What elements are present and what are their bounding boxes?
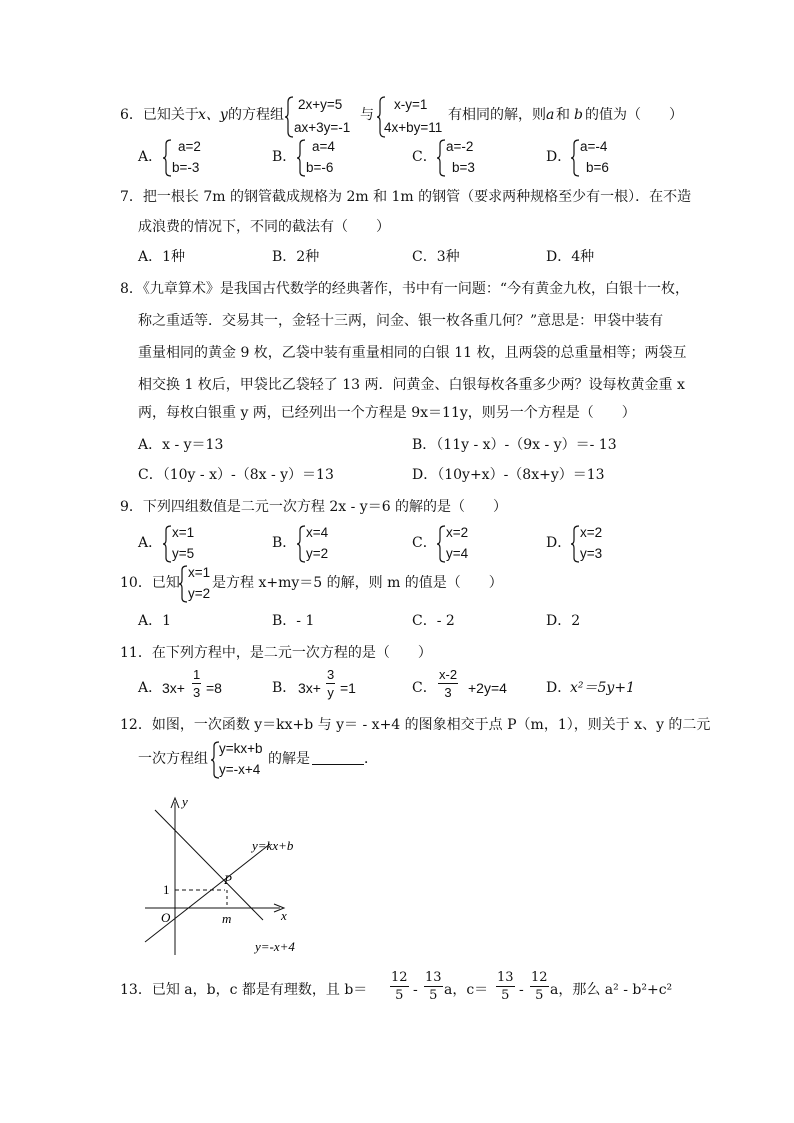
q10-option-a: A．1	[138, 613, 172, 629]
q6-and: 和	[556, 107, 570, 123]
q6-vars: x、y	[198, 107, 228, 123]
q6-text3: 有相同的解，则	[448, 107, 546, 123]
q11-line: 11．在下列方程中，是二元一次方程的是（ ）	[120, 645, 432, 661]
q12-eq1: y=kx+b	[219, 741, 263, 756]
fraction-bar	[424, 986, 443, 987]
q13-mid: a，c＝	[444, 982, 489, 998]
q11-option-b-den: y	[327, 685, 334, 700]
q9-option-d-eq2: y=3	[580, 546, 603, 561]
q9-option-a-label: A．	[138, 535, 163, 551]
q9-option-c-eq2: y=4	[446, 546, 469, 561]
q13-f4-num: 12	[531, 970, 548, 985]
q9-option-b-eq2: y=2	[306, 546, 329, 561]
left-brace-icon	[436, 139, 446, 177]
q13-minus-1: -	[413, 982, 418, 998]
q11-option-b-post: =1	[340, 680, 356, 696]
q13-fraction-4	[530, 971, 549, 1002]
left-brace-icon	[162, 139, 172, 177]
q8-line4: 相交换 1 枚后，甲袋比乙袋轻了 13 两．问黄金、白银每枚各重多少两？设每枚黄金重 x	[138, 377, 685, 393]
left-brace-icon	[296, 139, 306, 177]
q6-option-c-eq1: a=-2	[446, 139, 474, 154]
q6-tail: 的值为（ ）	[585, 107, 683, 123]
q13-lead: 13．已知 a，b，c 都是有理数，且 b＝	[120, 982, 368, 998]
fraction-bar	[496, 986, 515, 987]
q6-text2: 的方程组	[228, 107, 284, 123]
q6-system-2	[376, 96, 448, 138]
fraction-bar	[530, 986, 549, 987]
q11-option-b-label: B．	[272, 680, 297, 696]
q13-f1-num: 12	[391, 970, 408, 985]
answer-blank[interactable]	[312, 752, 364, 768]
q13-f3-num: 13	[497, 970, 514, 985]
q9-option-d-eq1: x=2	[580, 525, 603, 540]
q6-a: a	[546, 107, 555, 123]
q8-option-c: C．（10y - x）-（8x - y）＝13	[138, 467, 334, 483]
q8-line5: 两，每枚白银重 y 两，已经列出一个方程是 9x＝11y，则另一个方程是（ ）	[138, 405, 636, 421]
q6-system-1	[284, 96, 364, 138]
q13-minus-2: -	[519, 982, 524, 998]
q11-option-a-label: A．	[138, 680, 163, 696]
q7-option-b: B．2种	[272, 249, 320, 265]
q11-option-c-den: 3	[444, 685, 452, 700]
q6-lead: 6．已知关于	[120, 107, 199, 123]
q10-eq1: x=1	[188, 565, 211, 580]
y-tick-label: 1	[163, 882, 170, 897]
line-kx-b-label: y=kx+b	[252, 838, 294, 853]
left-brace-icon	[296, 525, 306, 563]
q10-tail: 是方程 x+my＝5 的解，则 m 的值是（ ）	[212, 575, 503, 591]
q12-end: ．	[364, 751, 378, 767]
q6-b: b	[574, 107, 583, 123]
q6-option-a-system	[162, 139, 222, 177]
q12-line1: 12．如图，一次函数 y＝kx+b 与 y＝ - x+4 的图象相交于点 P（m，1），则关于 x、y 的二元	[120, 717, 711, 733]
q13-f4-den: 5	[535, 988, 544, 1003]
x-axis-label: x	[281, 908, 287, 923]
q9-option-a-eq1: x=1	[172, 525, 195, 540]
q11-option-b-pre: 3x+	[298, 680, 321, 696]
q11-option-c-post: +2y=4	[468, 680, 507, 696]
q8-option-d: D．（10y+x）-（8x+y）＝13	[412, 467, 605, 483]
q6-option-c-system	[436, 139, 496, 177]
fraction-bar	[390, 986, 409, 987]
q9-option-c-system	[436, 525, 492, 563]
q9-option-c-eq1: x=2	[446, 525, 469, 540]
origin-label: O	[161, 910, 171, 925]
q6-option-d-eq2: b=6	[586, 160, 609, 175]
q11-option-d-label: D．	[546, 680, 572, 696]
q6-option-d-eq1: a=-4	[580, 139, 608, 154]
fraction-bar	[438, 683, 458, 684]
q6-option-a-label: A．	[138, 149, 163, 165]
q6-option-b-label: B．	[272, 149, 297, 165]
q13-fraction-3	[496, 971, 515, 1002]
q11-option-d-text: x²＝5y+1	[570, 680, 635, 696]
q11-option-a-pre: 3x+	[162, 680, 185, 696]
line-neg-x-4-label: y=-x+4	[255, 939, 295, 954]
q12-tail2: 的解是	[268, 751, 310, 767]
q10-option-c: C．- 2	[412, 613, 455, 629]
q12-eq2: y=-x+4	[219, 762, 261, 777]
q6-sys2-eq2: 4x+by=11	[384, 120, 443, 135]
left-brace-icon	[570, 139, 580, 177]
q10-option-b: B．- 1	[272, 613, 315, 629]
q13-fraction-2	[424, 971, 443, 1002]
q12-function-graph	[130, 790, 310, 960]
q9-option-b-label: B．	[272, 535, 297, 551]
q9-option-b-system	[296, 525, 352, 563]
q13-f2-den: 5	[429, 988, 438, 1003]
q6-option-d-system	[570, 139, 630, 177]
q13-tail: a，那么 a² - b²+c²	[550, 982, 673, 998]
fraction-bar	[192, 683, 201, 684]
q9-option-d-system	[570, 525, 626, 563]
q11-option-a-num: 1	[193, 667, 201, 682]
left-brace-icon	[162, 525, 172, 563]
q8-line2: 称之重适等．交易其一，金轻十三两，问金、银一枚各重几何？”意思是：甲袋中装有	[138, 313, 664, 329]
q9-option-a-system	[162, 525, 218, 563]
q13-fraction-1	[390, 971, 409, 1002]
fraction-bar	[326, 683, 335, 684]
q7-line1: 7．把一根长 7m 的钢管截成规格为 2m 和 1m 的钢管（要求两种规格至少有一根）．在不造	[120, 189, 692, 205]
point-p-label: P	[224, 872, 232, 887]
x-tick-label: m	[222, 911, 232, 926]
left-brace-icon	[178, 565, 188, 603]
q9-option-c-label: C．	[412, 535, 437, 551]
q11-option-c-fraction	[438, 668, 458, 699]
q6-with: 与	[360, 107, 374, 123]
q6-option-c-label: C．	[412, 149, 437, 165]
q9-option-a-eq2: y=5	[172, 546, 195, 561]
q10-eq2: y=2	[188, 586, 211, 601]
q11-option-a-fraction	[192, 668, 201, 699]
q13-f3-den: 5	[501, 988, 510, 1003]
q6-option-b-system	[296, 139, 356, 177]
q11-option-c-num: x-2	[439, 667, 458, 682]
q13-f1-den: 5	[395, 988, 404, 1003]
q6-option-a-eq2: b=-3	[172, 160, 200, 175]
q8-option-a: A．x - y＝13	[138, 437, 224, 453]
q8-option-b: B．（11y - x）-（9x - y）＝- 13	[412, 437, 617, 453]
q8-line1: 8．《九章算术》是我国古代数学的经典著作，书中有一问题：“今有黄金九枚，白银十一枚，	[120, 281, 690, 297]
q10-lead: 10．已知	[120, 575, 180, 591]
q9-option-d-label: D．	[546, 535, 572, 551]
q12-lead2: 一次方程组	[138, 751, 208, 767]
q11-option-a-post: =8	[206, 680, 222, 696]
q6-sys1-eq2: ax+3y=-1	[294, 120, 351, 135]
q8-line3: 重量相同的黄金 9 枚，乙袋中装有重量相同的白银 11 枚，且两袋的总重量相等；两袋互	[138, 345, 687, 361]
y-axis-label: y	[182, 794, 188, 809]
q6-option-b-eq1: a=4	[312, 139, 335, 154]
left-brace-icon	[436, 525, 446, 563]
q13-f2-num: 13	[425, 970, 442, 985]
q10-option-d: D．2	[546, 613, 581, 629]
q9-option-b-eq1: x=4	[306, 525, 329, 540]
left-brace-icon	[570, 525, 580, 563]
line-y-neg-x-4	[155, 810, 263, 920]
q6-option-d-label: D．	[546, 149, 572, 165]
q11-option-b-fraction	[326, 668, 335, 699]
q6-option-c-eq2: b=3	[452, 160, 475, 175]
q11-option-a-den: 3	[193, 685, 201, 700]
q12-system	[210, 741, 272, 779]
q6-sys1-eq1: 2x+y=5	[298, 97, 343, 112]
q11-option-c-label: C．	[412, 680, 437, 696]
q6-option-b-eq2: b=-6	[306, 160, 334, 175]
q7-option-a: A．1种	[138, 249, 186, 265]
q9-line: 9．下列四组数值是二元一次方程 2x - y＝6 的解的是（ ）	[120, 499, 508, 515]
q7-option-c: C．3种	[412, 249, 460, 265]
q6-sys2-eq1: x-y=1	[394, 97, 428, 112]
q11-option-b-num: 3	[327, 667, 335, 682]
left-brace-icon	[284, 96, 294, 138]
q6-option-a-eq1: a=2	[178, 139, 201, 154]
q7-line2: 成浪费的情况下，不同的截法有（ ）	[138, 219, 390, 235]
q7-option-d: D．4种	[546, 249, 595, 265]
